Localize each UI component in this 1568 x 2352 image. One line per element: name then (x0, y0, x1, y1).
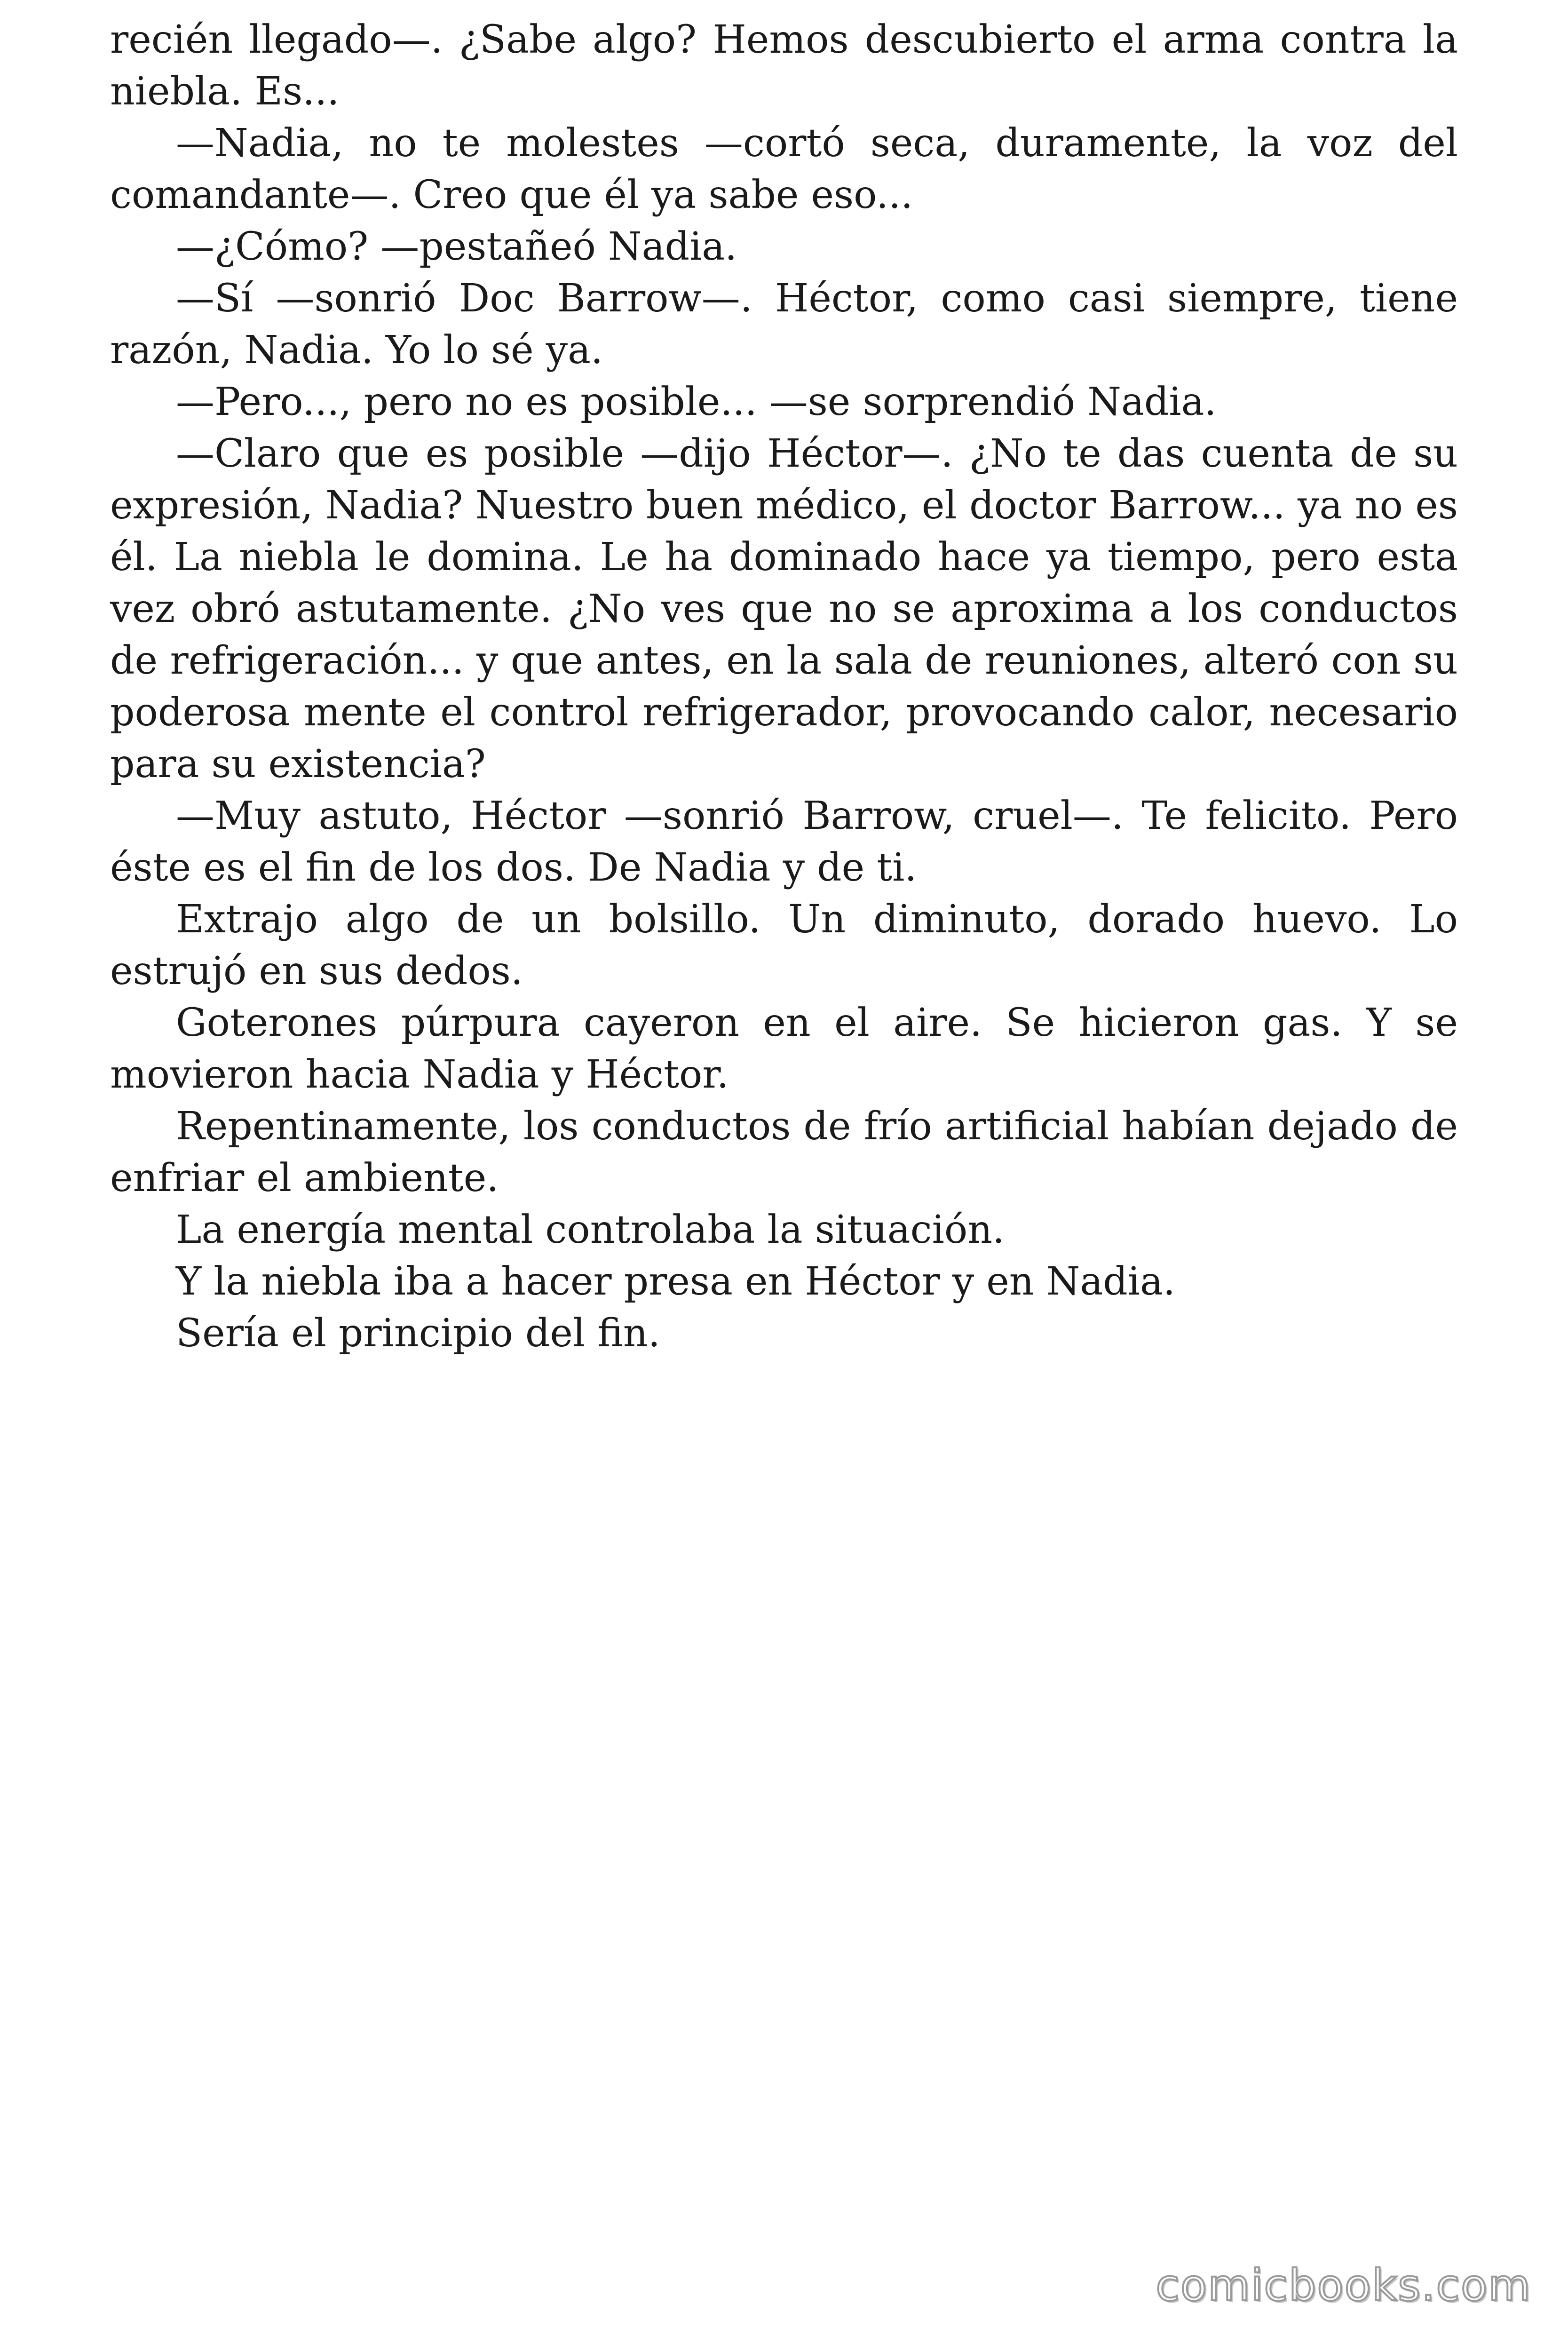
paragraph: —Nadia, no te molestes —cortó seca, duramente, la voz del comandante—. Creo que él ya sabe eso... (110, 121, 1458, 217)
paragraph: Sería el principio del fin. (176, 1311, 660, 1356)
paragraph: La energía mental controlaba la situación. (176, 1208, 1005, 1252)
paragraph: —Muy astuto, Héctor —sonrió Barrow, cruel—. Te felicito. Pero éste es el fin de los dos. De Nadia y de ti. (110, 794, 1458, 890)
paragraph: Extrajo algo de un bolsillo. Un diminuto, dorado huevo. Lo estrujó en sus dedos. (110, 897, 1458, 993)
paragraph: recién llegado—. ¿Sabe algo? Hemos descubierto el arma contra la niebla. Es... (110, 17, 1458, 114)
site-watermark: comicbooks.com (1156, 2260, 1531, 2311)
paragraph: —Sí —sonrió Doc Barrow—. Héctor, como casi siempre, tiene razón, Nadia. Yo lo sé ya. (110, 276, 1458, 373)
paragraph: Y la niebla iba a hacer presa en Héctor y en Nadia. (176, 1259, 1175, 1304)
paragraph: —Claro que es posible —dijo Héctor—. ¿No te das cuenta de su expresión, Nadia? Nuestro buen médico, el doctor Barrow... ya no es él. La niebla le domina. Le ha dominado hace ya tiempo, pero esta vez obró astutamente. ¿No ves que no se aproxima a los conductos de refrigeración... y que antes, en la sala de reuniones, alteró con su poderosa mente el control refrigerador, provocando calor, necesario para su existencia? (110, 431, 1458, 787)
paragraph: Goterones púrpura cayeron en el aire. Se hicieron gas. Y se movieron hacia Nadia y Héctor. (110, 1001, 1458, 1097)
paragraph: —Pero..., pero no es posible... —se sorprendió Nadia. (176, 380, 1217, 424)
page-body-text (110, 14, 1458, 1359)
paragraph: —¿Cómo? —pestañeó Nadia. (176, 224, 737, 269)
paragraph: Repentinamente, los conductos de frío artificial habían dejado de enfriar el ambiente. (110, 1104, 1458, 1200)
